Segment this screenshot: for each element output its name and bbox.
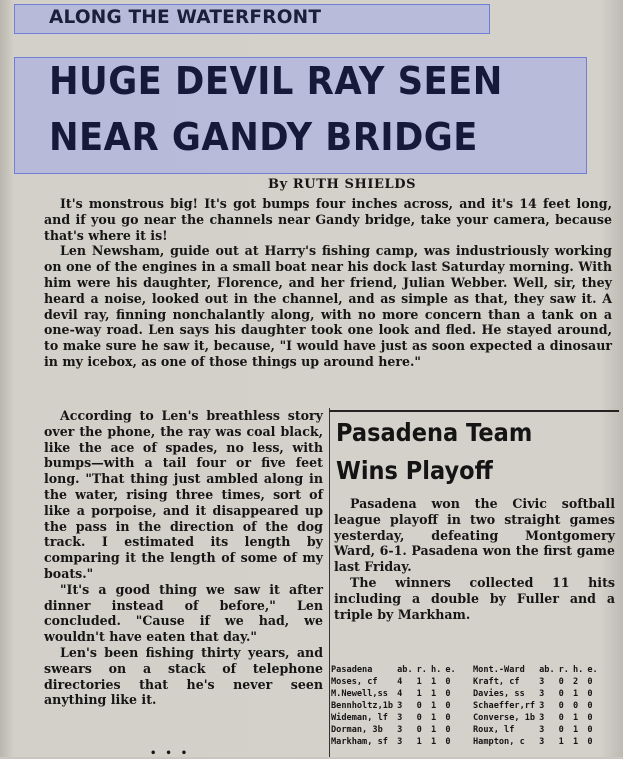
- column-header: h.: [430, 665, 442, 675]
- stat-cell: 0: [587, 689, 593, 699]
- stat-cell: 1: [572, 713, 579, 723]
- column-header: ab.: [539, 665, 555, 675]
- player-cell: Schaeffer,rf: [473, 701, 536, 711]
- stat-cell: 1: [572, 725, 579, 735]
- stat-cell: 0: [558, 713, 564, 723]
- stat-cell: 3: [539, 701, 545, 711]
- sidebar-headline-line-1: Pasadena Team: [336, 418, 533, 447]
- paragraph: According to Len's breathless story over the phone, the ray was coal black, like the ace of spades, no less, with bumps—with a tail four or five feet long. "That thing just ambled along in the water, rising three times, sort of like a porpoise, and it disappeared up the pass in the direction of the dog track. I estimated its length by comparing it the length of some of my boats.": [44, 408, 323, 581]
- stat-cell: 3: [397, 713, 403, 723]
- stat-cell: 3: [539, 725, 545, 735]
- stat-cell: 0: [416, 725, 422, 735]
- stat-cell: 1: [572, 737, 579, 747]
- stat-cell: 0: [587, 701, 593, 711]
- player-cell: M.Newell,ss: [331, 689, 388, 699]
- paragraph: "It's a good thing we saw it after dinner instead of before," Len concluded. "Cause if we had, we wouldn't have eaten that day.": [44, 581, 323, 645]
- stat-cell: 0: [587, 677, 593, 687]
- stat-cell: 1: [430, 737, 437, 747]
- byline: By RUTH SHIELDS: [268, 177, 417, 192]
- stat-cell: 3: [539, 677, 545, 687]
- stat-cell: 4: [397, 677, 403, 687]
- stat-cell: 1: [416, 737, 422, 747]
- intro-text: [44, 196, 612, 370]
- paragraph: The winners collected 11 hits including a double by Fuller and a triple by Markham.: [334, 574, 615, 622]
- column-header: r.: [416, 665, 427, 675]
- table-row: [471, 724, 600, 736]
- stat-cell: 0: [572, 701, 579, 711]
- player-cell: Wideman, lf: [331, 713, 388, 723]
- table-row: [329, 700, 458, 712]
- table-header-row: [471, 664, 600, 676]
- stat-cell: 3: [539, 713, 545, 723]
- stat-cell: 1: [430, 713, 437, 723]
- stat-cell: 0: [587, 725, 593, 735]
- stat-cell: 0: [445, 689, 451, 699]
- headline-line-2: NEAR GANDY BRIDGE: [49, 115, 478, 159]
- stat-cell: 0: [558, 677, 564, 687]
- stat-cell: 1: [572, 689, 579, 699]
- stat-cell: 3: [397, 725, 403, 735]
- table-row: [471, 676, 600, 688]
- table-row: [329, 736, 458, 748]
- stat-cell: 0: [587, 737, 593, 747]
- stat-cell: 3: [397, 701, 403, 711]
- table-row: [471, 688, 600, 700]
- sidebar-story: [334, 496, 615, 622]
- stat-cell: 3: [397, 737, 403, 747]
- player-cell: Davies, ss: [473, 689, 525, 699]
- stat-cell: 3: [539, 737, 545, 747]
- stat-cell: 0: [558, 689, 564, 699]
- stat-cell: 0: [416, 701, 422, 711]
- stat-cell: 0: [445, 725, 451, 735]
- left-column: [44, 408, 323, 708]
- box-score: [329, 664, 619, 757]
- player-cell: Hampton, c: [473, 737, 525, 747]
- sidebar-headline: [336, 414, 532, 490]
- stat-cell: 0: [587, 713, 593, 723]
- stat-cell: 3: [539, 689, 545, 699]
- table-row: [329, 688, 458, 700]
- table-row: [471, 700, 600, 712]
- paragraph: Len Newsham, guide out at Harry's fishing camp, was industriously working on one of the engines in a small boat near his dock last Saturday morning. With him were his daughter, Florence, and her friend, Julian Webber. Well, sir, they heard a noise, looked out in the channel, and as simple as that, they saw it. A devil ray, finning nonchalantly along, with no more concern than a tank on a one-way road. Len says his daughter took one look and fled. He stayed around, to make sure he saw it, because, "I would have just as soon expected a dinosaur in my icebox, as one of those things up around here.": [44, 243, 612, 369]
- player-cell: Moses, cf: [331, 677, 378, 687]
- column-header: r.: [558, 665, 569, 675]
- column-header: h.: [572, 665, 584, 675]
- table-row: [471, 736, 600, 748]
- player-cell: Converse, 1b: [473, 713, 536, 723]
- stat-cell: 0: [445, 713, 451, 723]
- sidebar-headline-line-2: Wins Playoff: [336, 456, 493, 485]
- table-row: [471, 712, 600, 724]
- column-header: ab.: [397, 665, 413, 675]
- stat-cell: 0: [445, 677, 451, 687]
- player-cell: Markham, sf: [331, 737, 388, 747]
- box-score-mont-ward: [471, 664, 600, 748]
- stat-cell: 1: [430, 725, 437, 735]
- stat-cell: 1: [430, 701, 437, 711]
- section-kicker: [14, 4, 490, 34]
- stat-cell: 0: [416, 713, 422, 723]
- stat-cell: 0: [445, 737, 451, 747]
- box-score-pasadena: [329, 664, 458, 748]
- table-row: [329, 724, 458, 736]
- stat-cell: 1: [416, 689, 422, 699]
- stat-cell: 1: [416, 677, 422, 687]
- headline: [14, 57, 587, 174]
- stat-cell: 0: [558, 701, 564, 711]
- player-cell: Roux, lf: [473, 725, 515, 735]
- stat-cell: 4: [397, 689, 403, 699]
- column-header: Pasadena: [331, 665, 373, 675]
- paragraph: Pasadena won the Civic softball league playoff in two straight games yesterday, defeating Montgomery Ward, 6-1. Pasadena won the first game last Friday.: [334, 496, 615, 575]
- table-row: [329, 712, 458, 724]
- paragraph: It's monstrous big! It's got bumps four inches across, and it's 14 feet long, and if you go near the channels near Gandy bridge, take your camera, because that's where it is!: [44, 196, 612, 243]
- table-header-row: [329, 664, 458, 676]
- column-header: e.: [445, 665, 456, 675]
- column-header: e.: [587, 665, 598, 675]
- sidebar-rule: [329, 410, 619, 412]
- player-cell: Bennholtz,1b: [331, 701, 394, 711]
- stat-cell: 2: [572, 677, 579, 687]
- stat-cell: 0: [558, 725, 564, 735]
- headline-line-1: HUGE DEVIL RAY SEEN: [49, 59, 503, 103]
- stat-cell: 1: [430, 677, 437, 687]
- player-cell: Dorman, 3b: [331, 725, 383, 735]
- paragraph: Len's been fishing thirty years, and swears on a stack of telephone directories that he's never seen anything like it.: [44, 644, 323, 708]
- column-header: Mont.-Ward: [473, 665, 525, 675]
- stat-cell: 1: [430, 689, 437, 699]
- kicker-text: ALONG THE WATERFRONT: [49, 7, 322, 28]
- player-cell: Kraft, cf: [473, 677, 520, 687]
- table-row: [329, 676, 458, 688]
- decorative-dots: •••: [150, 748, 197, 759]
- stat-cell: 0: [445, 701, 451, 711]
- stat-cell: 1: [558, 737, 564, 747]
